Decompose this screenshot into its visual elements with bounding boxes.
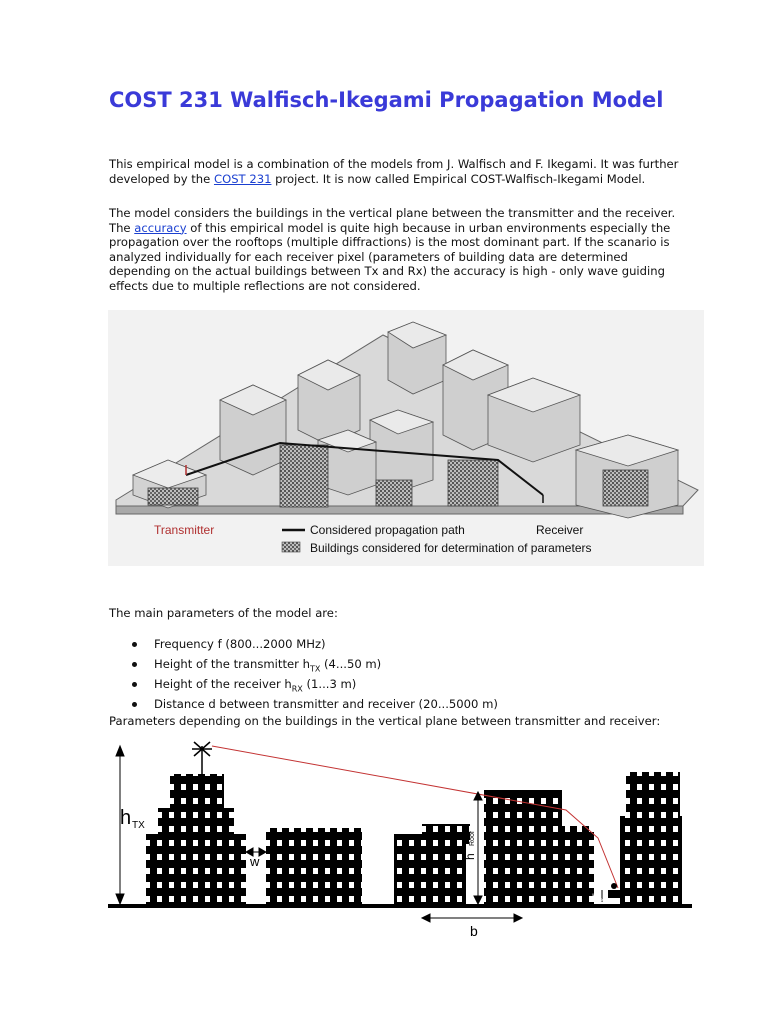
buildings-intro: Parameters depending on the buildings in the vertical plane between transmitter and receiver: <box>109 714 661 728</box>
page-title: COST 231 Walfisch-Ikegami Propagation Model <box>109 88 664 112</box>
label-hrx: h <box>592 892 598 902</box>
building-c <box>388 322 446 394</box>
label-hroof: h <box>463 853 477 860</box>
receiver-icon <box>608 883 620 898</box>
label-b: b <box>470 923 478 938</box>
label-hrx-sub: RX <box>597 898 604 904</box>
param-item: Height of the transmitter $h_{TX}$ (4...50 m) <box>132 657 498 677</box>
hroof-dimension <box>474 792 482 904</box>
antenna-icon <box>192 742 212 774</box>
legend-receiver: Receiver <box>536 523 584 537</box>
label-htx-sub: TX <box>132 820 145 831</box>
description-paragraph <box>109 206 679 294</box>
city-propagation-figure <box>108 310 704 566</box>
label-hroof-sub: Roof <box>469 831 476 846</box>
skyline-parameters-figure <box>106 738 694 938</box>
skyline-buildings <box>146 772 682 904</box>
param-item: Distance d between transmitter and receiver (20...5000 m) <box>132 697 498 717</box>
intro-text-2: project. It is now called Empirical COST-Walfisch-Ikegami Model. <box>271 171 646 186</box>
description-text-1: The model considers the buildings in the vertical plane between the transmitter and the receiver. The <box>109 206 676 235</box>
params-list <box>132 637 498 717</box>
legend-buildings: Buildings considered for determination of parameters <box>310 541 592 555</box>
b-dimension <box>422 914 522 922</box>
legend-transmitter: Transmitter <box>154 523 215 537</box>
building-a <box>220 385 286 475</box>
intro-text-1: This empirical model is a combination of the models from J. Walfisch and F. Ikegami. It was further developed by the <box>109 157 679 186</box>
params-intro: The main parameters of the model are: <box>109 606 338 620</box>
intro-paragraph <box>109 157 679 186</box>
param-item: Height of the receiver $h_{RX}$ (1...3 m) <box>132 677 498 697</box>
description-text-2: of this empirical model is quite high because in urban environments especially the propagation over the rooftops (multiple diffractions) is the most dominant part. If the scanario is analyzed individually for each receiver pixel (parameters of building data are determined depending on the actual buildings between Tx and Rx) the accuracy is high - only wave guiding effects due to multiple reflections are not considered. <box>109 220 671 293</box>
accuracy-link[interactable]: accuracy <box>134 220 187 235</box>
ground-line <box>108 904 692 908</box>
label-htx: h <box>120 807 132 829</box>
cost231-link[interactable]: COST 231 <box>213 171 272 186</box>
building-e <box>488 378 580 462</box>
legend-path: Considered propagation path <box>310 523 465 537</box>
param-item: Frequency f (800...2000 MHz) <box>132 637 498 657</box>
label-w: w <box>250 854 260 869</box>
